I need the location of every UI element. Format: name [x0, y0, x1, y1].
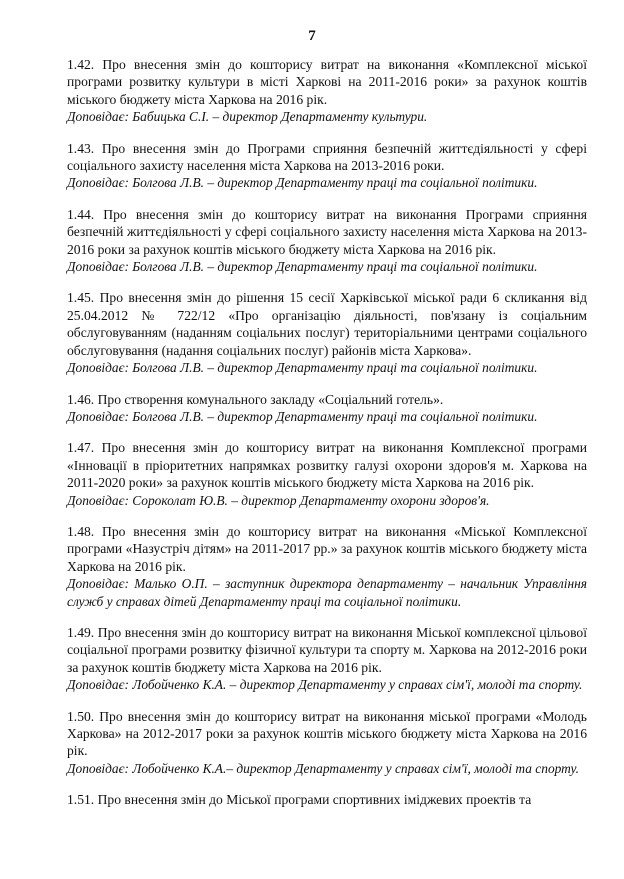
agenda-item — [67, 56, 587, 126]
speaker-name: Болгова Л.В. – директор Департаменту праці та соціальної політики. — [132, 408, 538, 424]
agenda-item — [67, 289, 587, 376]
agenda-item-text: 1.47. Про внесення змін до кошторису витрат на виконання Комплексної програми «Інновації в пріоритетних напрямках розвитку галузі охорони здоров'я м. Харкова на 2011-2020 роки» за рахунок коштів міського бюджету міста Харкова на 2016 рік. — [67, 440, 587, 491]
agenda-item — [67, 624, 587, 694]
agenda-item — [67, 791, 587, 808]
agenda-item-text: 1.42. Про внесення змін до кошторису витрат на виконання «Комплексної міської програми розвитку культури в місті Харкові на 2011-2016 роки» за рахунок коштів міського бюджету міста Харкова на 2016 рік. — [67, 57, 587, 107]
speaker-label: Доповідає: — [67, 677, 129, 693]
speaker-label: Доповідає: — [67, 259, 129, 275]
agenda-item — [67, 708, 587, 778]
speaker-label: Доповідає: — [67, 408, 129, 424]
speaker-label: Доповідає: — [67, 492, 129, 508]
agenda-item — [67, 439, 587, 509]
agenda-item-speaker — [67, 108, 587, 125]
agenda-item-speaker — [67, 492, 587, 509]
agenda-item-speaker — [67, 676, 587, 693]
agenda-list — [67, 56, 587, 823]
agenda-item — [67, 206, 587, 276]
agenda-item-text: 1.44. Про внесення змін до кошторису витрат на виконання Програми сприяння безпечній життєдіяльності у сфері соціального захисту населення міста Харкова на 2013-2016 роки за рахунок коштів міського бюджету міста Харкова на 2016 рік. — [67, 206, 587, 257]
speaker-name: Лобойченко К.А. – директор Департаменту у справах сім'ї, молоді та спорту. — [132, 677, 583, 693]
agenda-item-speaker — [67, 174, 587, 191]
agenda-item-speaker — [67, 760, 587, 777]
speaker-name: Сороколат Ю.В. – директор Департаменту охорони здоров'я. — [132, 492, 490, 508]
agenda-item-text: 1.49. Про внесення змін до кошторису витрат на виконання Міської комплексної цільової соціальної програми розвитку фізичної культури та спорту м. Харкова на 2012-2016 роки за рахунок коштів бюджету міста Харкова на 2016 рік. — [67, 624, 587, 675]
speaker-name: Болгова Л.В. – директор Департаменту праці та соціальної політики. — [132, 360, 538, 376]
agenda-item — [67, 523, 587, 610]
page-number: 7 — [308, 28, 316, 44]
agenda-item-text: 1.48. Про внесення змін до кошторису витрат на виконання «Міської Комплексної програми «Назустріч дітям» на 2011-2017 рр.» за рахунок коштів міського бюджету міста Харкова на 2016 рік. — [67, 523, 587, 574]
agenda-item-text: 1.45. Про внесення змін до рішення 15 сесії Харківської міської ради 6 скликання від 25.04.2012 № 722/12 «Про організацію діяльності, пов'язану із соціальним обслуговуванням (наданням соціальних послуг) територіальними центрами соціального обслуговування (надання соціальних послуг) районів міста Харкова». — [67, 290, 587, 358]
agenda-item-text: 1.46. Про створення комунального закладу «Соціальний готель». — [67, 391, 444, 407]
speaker-label: Доповідає: — [67, 576, 129, 592]
speaker-name: Бабицька С.І. – директор Департаменту культури. — [132, 109, 428, 125]
agenda-item — [67, 140, 587, 192]
speaker-label: Доповідає: — [67, 760, 129, 776]
agenda-item-speaker — [67, 575, 587, 610]
speaker-name: Лобойченко К.А.– директор Департаменту у справах сім'ї, молоді та спорту. — [132, 760, 579, 776]
speaker-label: Доповідає: — [67, 109, 129, 125]
agenda-item — [67, 391, 587, 426]
agenda-item-speaker — [67, 359, 587, 376]
speaker-name: Малько О.П. – заступник директора департаменту – начальник Управління служб у справах дітей Департаменту праці та соціальної політики. — [67, 576, 587, 609]
agenda-item-text: 1.50. Про внесення змін до кошторису витрат на виконання міської програми «Молодь Харкова» на 2012-2017 роки за рахунок коштів міського бюджету міста Харкова на 2016 рік. — [67, 708, 587, 759]
agenda-item-speaker — [67, 258, 587, 275]
speaker-label: Доповідає: — [67, 175, 129, 191]
speaker-name: Болгова Л.В. – директор Департаменту праці та соціальної політики. — [132, 259, 538, 275]
agenda-item-speaker — [67, 408, 587, 425]
agenda-item-text: 1.51. Про внесення змін до Міської програми спортивних іміджевих проектів та — [67, 792, 532, 808]
speaker-label: Доповідає: — [67, 360, 129, 376]
agenda-item-text: 1.43. Про внесення змін до Програми сприяння безпечній життєдіяльності у сфері соціального захисту населення міста Харкова на 2013-2016 роки. — [67, 140, 587, 174]
speaker-name: Болгова Л.В. – директор Департаменту праці та соціальної політики. — [132, 175, 538, 191]
